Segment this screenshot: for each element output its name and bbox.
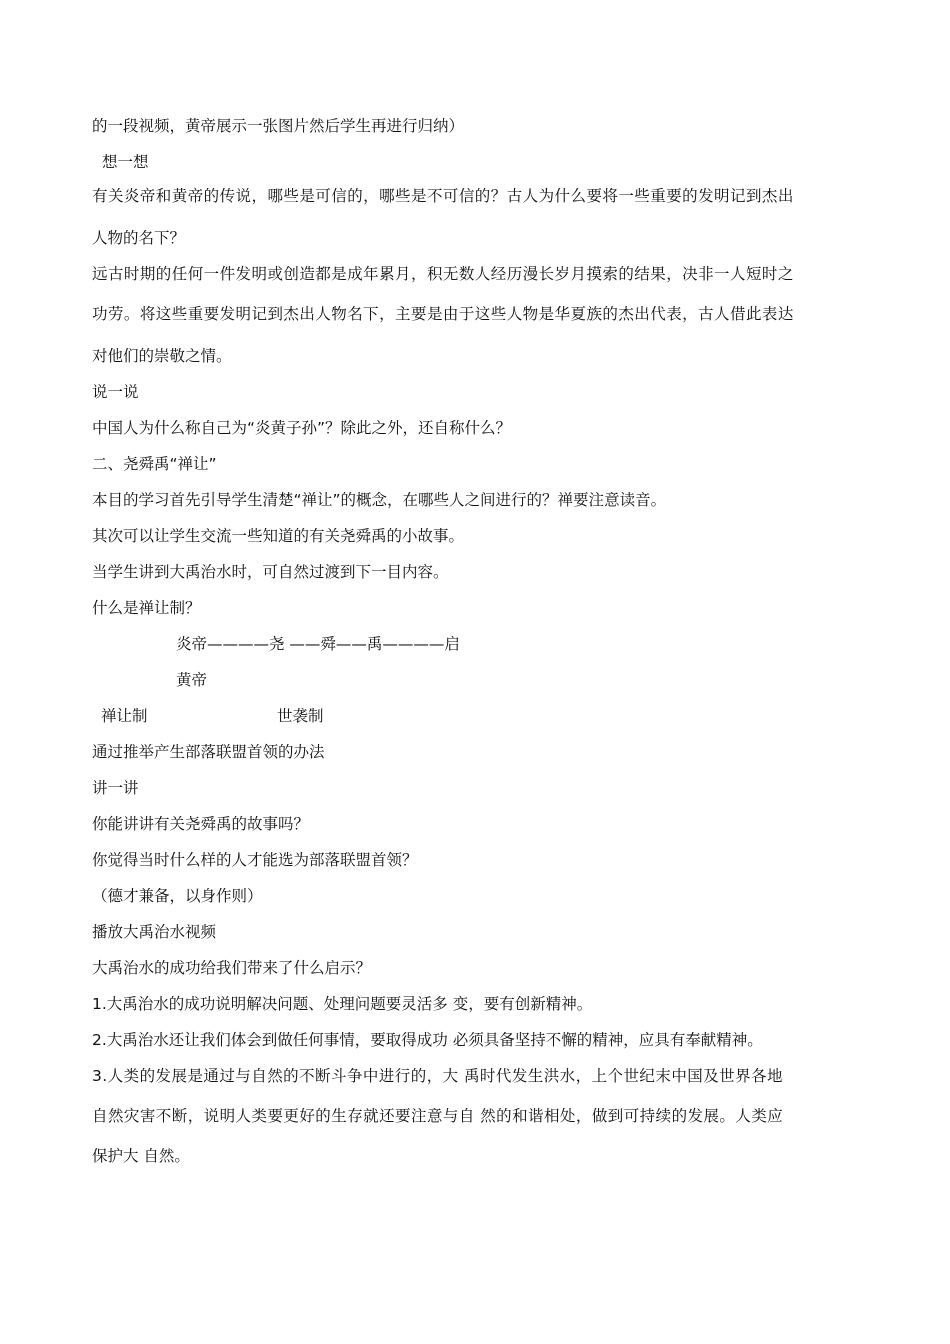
- paragraph-line: 的一段视频，黄帝展示一张图片然后学生再进行归纳）: [92, 117, 465, 135]
- paragraph-line: 什么是禅让制？: [92, 599, 201, 617]
- label-hereditary-system: 世袭制: [277, 707, 324, 725]
- succession-diagram-line: 炎帝————尧 ——舜——禹————启: [176, 635, 460, 653]
- label-abdication-system: 禅让制: [101, 707, 148, 725]
- paragraph-line: （德才兼备，以身作则）: [92, 887, 263, 905]
- list-item: 2.大禹治水还让我们体会到做任何事情，要取得成功 必须具备坚持不懈的精神，应具有奉献精神。: [92, 1031, 763, 1049]
- paragraph-line: 你能讲讲有关尧舜禹的故事吗？: [92, 815, 310, 833]
- paragraph-line: 播放大禹治水视频: [92, 923, 217, 941]
- paragraph-line: 有关炎帝和黄帝的传说，哪些是可信的，哪些是不可信的？古人为什么要将一些重要的发明记到杰出: [92, 187, 794, 205]
- paragraph-line: 远古时期的任何一件发明或创造都是成年累月，积无数人经历漫长岁月摸索的结果，决非一人短时之: [92, 265, 794, 283]
- paragraph-line: 本目的学习首先引导学生清楚“禅让”的概念，在哪些人之间进行的？禅要注意读音。: [92, 491, 667, 509]
- paragraph-line: 中国人为什么称自己为“炎黄子孙”？除此之外，还自称什么？: [92, 419, 512, 437]
- paragraph-line: 自然灾害不断，说明人类要更好的生存就还要注意与自 然的和谐相处，做到可持续的发展。人类应: [92, 1107, 784, 1125]
- paragraph-line: 功劳。将这些重要发明记到杰出人物名下，主要是由于这些人物是华夏族的杰出代表，古人借此表达: [92, 305, 794, 323]
- section-heading-say: 说一说: [92, 383, 139, 401]
- list-item: 3.人类的发展是通过与自然的不断斗争中进行的，大 禹时代发生洪水，上个世纪末中国及世界各地: [92, 1067, 783, 1085]
- paragraph-line: 保护大 自然。: [92, 1147, 190, 1165]
- section-heading-think: 想一想: [102, 153, 149, 171]
- paragraph-line: 你觉得当时什么样的人才能选为部落联盟首领？: [92, 851, 418, 869]
- section-heading-tell: 讲一讲: [92, 779, 139, 797]
- paragraph-line: 对他们的崇敬之情。: [92, 347, 232, 365]
- list-item: 1.大禹治水的成功说明解决问题、处理问题要灵活多 变，要有创新精神。: [92, 995, 593, 1013]
- section-heading-abdication: 二、尧舜禹“禅让”: [92, 455, 217, 473]
- paragraph-line: 其次可以让学生交流一些知道的有关尧舜禹的小故事。: [92, 527, 465, 545]
- paragraph-line: 通过推举产生部落联盟首领的办法: [92, 743, 325, 761]
- paragraph-line: 人物的名下？: [92, 229, 186, 247]
- paragraph-line: 大禹治水的成功给我们带来了什么启示？: [92, 959, 372, 977]
- paragraph-line: 当学生讲到大禹治水时，可自然过渡到下一目内容。: [92, 563, 449, 581]
- succession-diagram-huangdi: 黄帝: [176, 671, 208, 689]
